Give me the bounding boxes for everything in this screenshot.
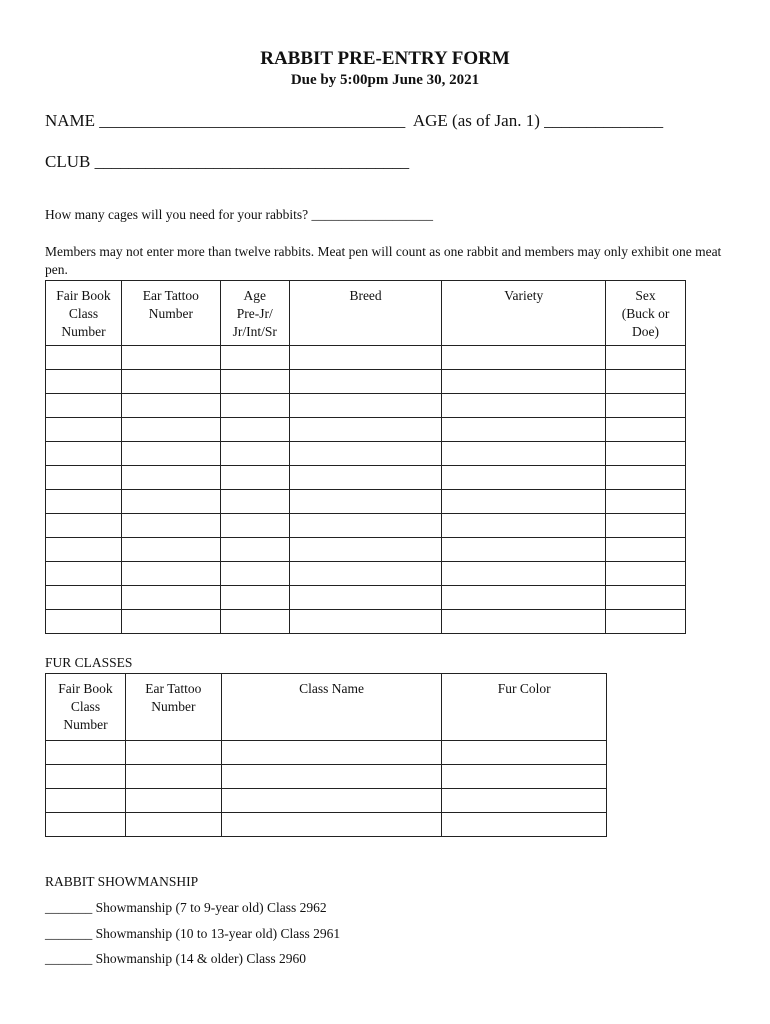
entry-cell[interactable] xyxy=(46,538,122,562)
entry-cell[interactable] xyxy=(442,442,606,466)
entry-cell[interactable] xyxy=(121,418,220,442)
entry-cell[interactable] xyxy=(606,538,686,562)
entry-cell[interactable] xyxy=(220,586,289,610)
entry-cell[interactable] xyxy=(46,394,122,418)
entry-cell[interactable] xyxy=(125,765,221,789)
entry-cell[interactable] xyxy=(442,789,607,813)
entry-cell[interactable] xyxy=(442,466,606,490)
table-row xyxy=(46,765,607,789)
table-row xyxy=(46,442,686,466)
entry-cell[interactable] xyxy=(46,765,126,789)
entry-cell[interactable] xyxy=(221,741,442,765)
entry-cell[interactable] xyxy=(220,466,289,490)
table-row xyxy=(46,346,686,370)
entry-cell[interactable] xyxy=(289,418,442,442)
entry-cell[interactable] xyxy=(289,442,442,466)
entry-cell[interactable] xyxy=(46,610,122,634)
entry-cell[interactable] xyxy=(289,346,442,370)
table-row xyxy=(46,562,686,586)
form-title: RABBIT PRE-ENTRY FORM xyxy=(260,48,510,69)
name-age-field[interactable]: NAME ____________________________________ AGE (as of Jan. 1) ______________ xyxy=(45,111,664,130)
entry-cell[interactable] xyxy=(125,741,221,765)
entry-cell[interactable] xyxy=(121,586,220,610)
entry-cell[interactable] xyxy=(46,442,122,466)
entry-cell[interactable] xyxy=(220,490,289,514)
entry-cell[interactable] xyxy=(289,394,442,418)
entry-cell[interactable] xyxy=(289,490,442,514)
entry-cell[interactable] xyxy=(220,442,289,466)
table-row xyxy=(46,370,686,394)
entry-cell[interactable] xyxy=(606,514,686,538)
entry-cell[interactable] xyxy=(606,370,686,394)
entry-cell[interactable] xyxy=(289,514,442,538)
rabbit-header: Sex (Buck or Doe) xyxy=(606,281,686,346)
entry-cell[interactable] xyxy=(442,586,606,610)
entry-cell[interactable] xyxy=(220,562,289,586)
entry-cell[interactable] xyxy=(46,562,122,586)
entry-cell[interactable] xyxy=(442,490,606,514)
entry-cell[interactable] xyxy=(606,586,686,610)
entry-cell[interactable] xyxy=(442,538,606,562)
entry-cell[interactable] xyxy=(46,370,122,394)
entry-note: Members may not enter more than twelve rabbits. Meat pen will count as one rabbit and members may only exhibit one meat pen. xyxy=(45,244,722,277)
table-row xyxy=(46,538,686,562)
entry-cell[interactable] xyxy=(442,370,606,394)
entry-cell[interactable] xyxy=(121,610,220,634)
rabbit-header: Fair Book Class Number xyxy=(46,281,122,346)
entry-cell[interactable] xyxy=(220,346,289,370)
entry-cell[interactable] xyxy=(442,610,606,634)
showmanship-item[interactable]: _______ Showmanship (10 to 13-year old) Class 2961 xyxy=(45,926,341,941)
rabbit-header: Age Pre-Jr/ Jr/Int/Sr xyxy=(220,281,289,346)
club-field[interactable]: CLUB _____________________________________ xyxy=(45,152,410,171)
entry-cell[interactable] xyxy=(442,514,606,538)
entry-cell[interactable] xyxy=(46,789,126,813)
table-row xyxy=(46,789,607,813)
entry-cell[interactable] xyxy=(442,741,607,765)
fur-header: Ear Tattoo Number xyxy=(125,674,221,741)
fur-classes-table xyxy=(45,673,607,837)
showmanship-item[interactable]: _______ Showmanship (7 to 9-year old) Class 2962 xyxy=(45,900,327,915)
entry-cell[interactable] xyxy=(606,562,686,586)
entry-cell[interactable] xyxy=(606,466,686,490)
fur-header: Class Name xyxy=(221,674,442,741)
table-row xyxy=(46,514,686,538)
entry-cell[interactable] xyxy=(606,346,686,370)
entry-cell[interactable] xyxy=(289,466,442,490)
entry-cell[interactable] xyxy=(121,538,220,562)
entry-cell[interactable] xyxy=(220,514,289,538)
entry-cell[interactable] xyxy=(46,741,126,765)
rabbit-entry-table xyxy=(45,280,686,634)
entry-cell[interactable] xyxy=(121,394,220,418)
table-row xyxy=(46,490,686,514)
table-row xyxy=(46,394,686,418)
entry-cell[interactable] xyxy=(121,346,220,370)
table-row xyxy=(46,813,607,837)
entry-cell[interactable] xyxy=(289,370,442,394)
entry-cell[interactable] xyxy=(442,394,606,418)
table-row xyxy=(46,741,607,765)
entry-cell[interactable] xyxy=(606,394,686,418)
entry-cell[interactable] xyxy=(46,813,126,837)
table-row xyxy=(46,418,686,442)
entry-cell[interactable] xyxy=(221,789,442,813)
rabbit-header: Variety xyxy=(442,281,606,346)
rabbit-header: Ear Tattoo Number xyxy=(121,281,220,346)
entry-cell[interactable] xyxy=(221,765,442,789)
entry-cell[interactable] xyxy=(606,610,686,634)
entry-cell[interactable] xyxy=(121,514,220,538)
showmanship-item[interactable]: _______ Showmanship (14 & older) Class 2960 xyxy=(45,951,306,966)
entry-cell[interactable] xyxy=(220,394,289,418)
cages-question[interactable]: How many cages will you need for your rabbits? __________________ xyxy=(45,207,434,222)
entry-cell[interactable] xyxy=(121,370,220,394)
entry-cell[interactable] xyxy=(289,586,442,610)
entry-cell[interactable] xyxy=(46,346,122,370)
table-row xyxy=(46,466,686,490)
entry-cell[interactable] xyxy=(125,813,221,837)
fur-header: Fur Color xyxy=(442,674,607,741)
fur-header: Fair Book Class Number xyxy=(46,674,126,741)
entry-cell[interactable] xyxy=(442,418,606,442)
entry-cell[interactable] xyxy=(220,538,289,562)
entry-cell[interactable] xyxy=(289,610,442,634)
entry-cell[interactable] xyxy=(220,610,289,634)
showmanship-heading: RABBIT SHOWMANSHIP xyxy=(45,874,199,889)
entry-cell[interactable] xyxy=(442,346,606,370)
table-row xyxy=(46,586,686,610)
entry-cell[interactable] xyxy=(606,490,686,514)
entry-cell[interactable] xyxy=(121,466,220,490)
entry-cell[interactable] xyxy=(289,562,442,586)
entry-cell[interactable] xyxy=(46,466,122,490)
entry-cell[interactable] xyxy=(220,370,289,394)
entry-cell[interactable] xyxy=(46,418,122,442)
due-date: Due by 5:00pm June 30, 2021 xyxy=(290,72,480,88)
rabbit-header: Breed xyxy=(289,281,442,346)
entry-cell[interactable] xyxy=(121,562,220,586)
entry-cell[interactable] xyxy=(46,514,122,538)
entry-cell[interactable] xyxy=(121,490,220,514)
entry-cell[interactable] xyxy=(442,813,607,837)
entry-cell[interactable] xyxy=(220,418,289,442)
entry-cell[interactable] xyxy=(46,586,122,610)
entry-cell[interactable] xyxy=(606,442,686,466)
fur-classes-heading: FUR CLASSES xyxy=(45,655,133,670)
entry-cell[interactable] xyxy=(289,538,442,562)
table-row xyxy=(46,610,686,634)
entry-cell[interactable] xyxy=(442,562,606,586)
entry-cell[interactable] xyxy=(221,813,442,837)
entry-cell[interactable] xyxy=(46,490,122,514)
entry-cell[interactable] xyxy=(442,765,607,789)
entry-cell[interactable] xyxy=(121,442,220,466)
entry-cell[interactable] xyxy=(606,418,686,442)
entry-cell[interactable] xyxy=(125,789,221,813)
